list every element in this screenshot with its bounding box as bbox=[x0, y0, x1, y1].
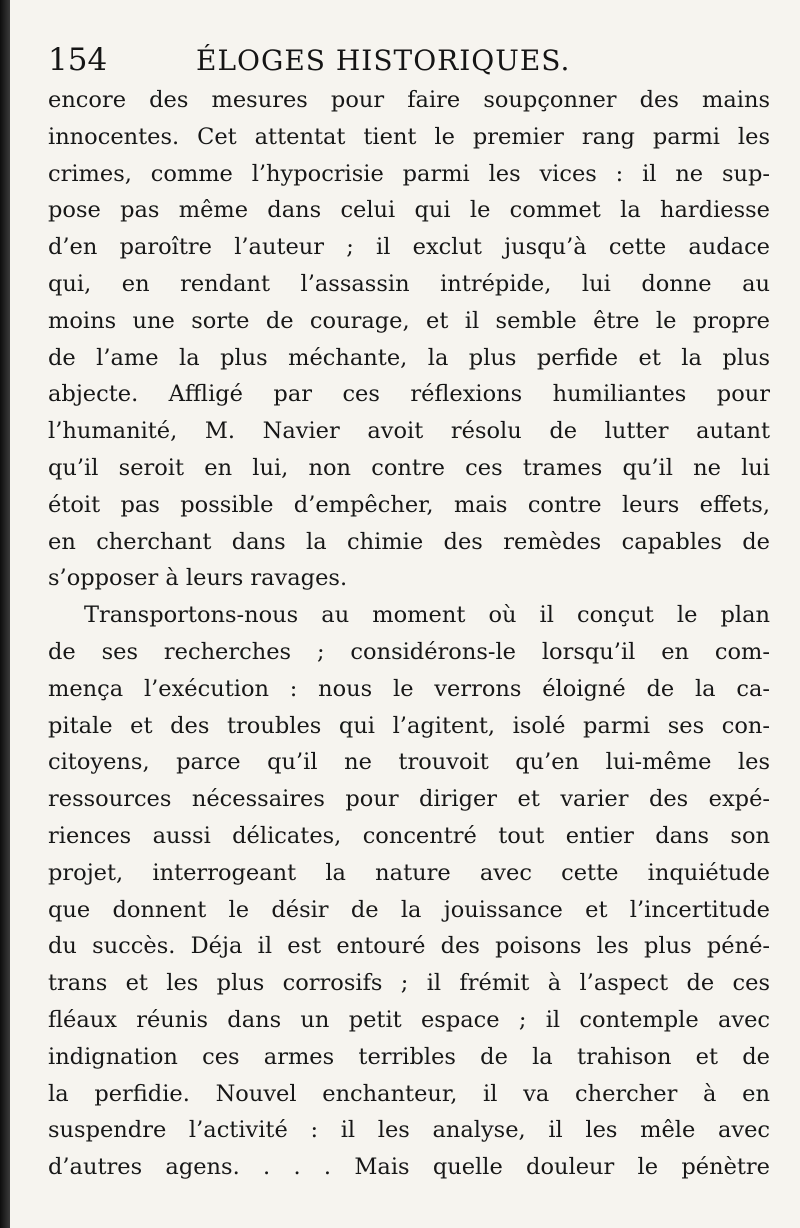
text-line: l’humanité, M. Navier avoit résolu de lutter autant bbox=[48, 418, 770, 445]
running-title: ÉLOGES HISTORIQUES. bbox=[196, 44, 571, 77]
text-line: citoyens, parce qu’il ne trouvoit qu’en lui-même les bbox=[48, 749, 770, 776]
text-line: suspendre l’activité : il les analyse, il les mêle avec bbox=[48, 1117, 770, 1144]
text-line: que donnent le désir de la jouissance et l’incertitude bbox=[48, 896, 770, 923]
body-text bbox=[48, 82, 770, 1186]
text-line: indignation ces armes terribles de la trahison et de bbox=[48, 1043, 770, 1070]
text-line: de ses recherches ; considérons-le lorsqu’il en com- bbox=[48, 638, 770, 665]
text-line: abjecte. Affligé par ces réflexions humiliantes pour bbox=[48, 381, 770, 408]
text-line: d’en paroître l’auteur ; il exclut jusqu’à cette audace bbox=[48, 234, 770, 261]
text-line: étoit pas possible d’empêcher, mais contre leurs effets, bbox=[48, 491, 770, 518]
text-line: trans et les plus corrosifs ; il frémit à l’aspect de ces bbox=[48, 970, 770, 997]
text-line: projet, interrogeant la nature avec cette inquiétude bbox=[48, 859, 770, 886]
text-line: moins une sorte de courage, et il semble être le propre bbox=[48, 307, 770, 334]
page-left-edge bbox=[0, 0, 10, 1228]
text-line: mença l’exécution : nous le verrons éloigné de la ca- bbox=[48, 675, 770, 702]
page-header bbox=[48, 40, 768, 84]
text-line: s’opposer à leurs ravages. bbox=[48, 565, 348, 592]
text-line: crimes, comme l’hypocrisie parmi les vices : il ne sup- bbox=[48, 160, 770, 187]
text-line: la perfidie. Nouvel enchanteur, il va chercher à en bbox=[48, 1080, 770, 1107]
text-line: fléaux réunis dans un petit espace ; il contemple avec bbox=[48, 1006, 770, 1033]
text-line: d’autres agens. . . . Mais quelle douleur le pénètre bbox=[48, 1154, 770, 1181]
text-line: innocentes. Cet attentat tient le premier rang parmi les bbox=[48, 123, 770, 150]
text-line: riences aussi délicates, concentré tout entier dans son bbox=[48, 822, 770, 849]
text-line: pose pas même dans celui qui le commet la hardiesse bbox=[48, 197, 770, 224]
text-line: qu’il seroit en lui, non contre ces trames qu’il ne lui bbox=[48, 454, 770, 481]
text-line: qui, en rendant l’assassin intrépide, lui donne au bbox=[48, 270, 770, 297]
text-line: du succès. Déja il est entouré des poisons les plus péné- bbox=[48, 933, 770, 960]
text-line: encore des mesures pour faire soupçonner des mains bbox=[48, 87, 770, 113]
text-line: ressources nécessaires pour diriger et varier des expé- bbox=[48, 786, 770, 813]
text-line: de l’ame la plus méchante, la plus perfide et la plus bbox=[48, 344, 770, 371]
text-line: Transportons-nous au moment où il conçut le plan bbox=[84, 602, 770, 629]
page-number: 154 bbox=[48, 42, 108, 78]
text-line: pitale et des troubles qui l’agitent, isolé parmi ses con- bbox=[48, 712, 770, 739]
text-line: en cherchant dans la chimie des remèdes capables de bbox=[48, 528, 770, 555]
book-page bbox=[10, 0, 800, 1228]
